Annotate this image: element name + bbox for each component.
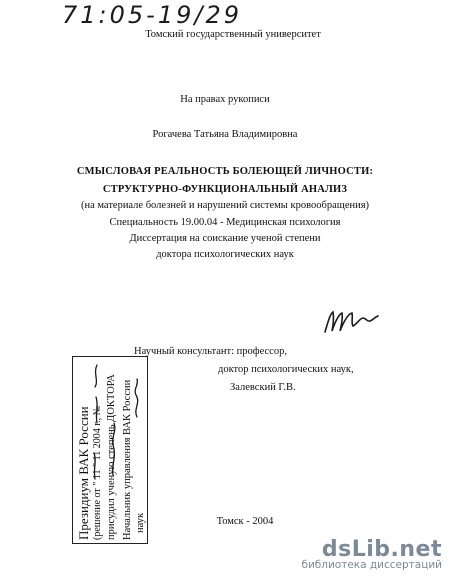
dslib-caption: библиотека диссертаций <box>301 559 442 571</box>
handwritten-catalog-number: 71:05-19/29 <box>62 1 242 29</box>
title-line-2: СТРУКТУРНО-ФУНКЦИОНАЛЬНЫЙ АНАЛИЗ <box>102 184 348 195</box>
stamp-line-head: Начальник управления ВАК России <box>122 379 133 540</box>
consultant-title: Научный консультант: профессор, <box>134 346 287 357</box>
dissertation-line: Диссертация на соискание ученой степени <box>129 233 321 244</box>
dslib-logo: dsLib.net <box>321 537 442 562</box>
consultant-name: Залевский Г.В. <box>230 382 296 393</box>
subtitle: (на материале болезней и нарушений системы кровообращения) <box>80 200 370 211</box>
consultant-degree: доктор психологических наук, <box>218 364 354 375</box>
city-year: Томск - 2004 <box>216 516 274 527</box>
title-line-1: СМЫСЛОВАЯ РЕАЛЬНОСТЬ БОЛЕЮЩЕЙ ЛИЧНОСТИ: <box>76 166 374 177</box>
stamp-line-degree: присудил ученую степень ДОКТОРА <box>106 374 117 540</box>
stamp-line-presidium: Президиум ВАК России <box>76 406 91 540</box>
rights-note: На правах рукописи <box>180 94 270 105</box>
author-name: Рогачева Татьяна Владимировна <box>152 129 298 140</box>
stamp-line-decision: (решение от " 11 " 11 2004 г., № <box>92 405 103 540</box>
specialty: Специальность 19.00.04 - Медицинская психология <box>109 217 341 228</box>
author-signature <box>322 304 380 338</box>
stamp-line-field: наук <box>135 512 146 533</box>
dslib-watermark <box>301 537 442 571</box>
degree-line: доктора психологических наук <box>156 249 294 260</box>
university-name: Томский государственный университет <box>145 29 321 40</box>
